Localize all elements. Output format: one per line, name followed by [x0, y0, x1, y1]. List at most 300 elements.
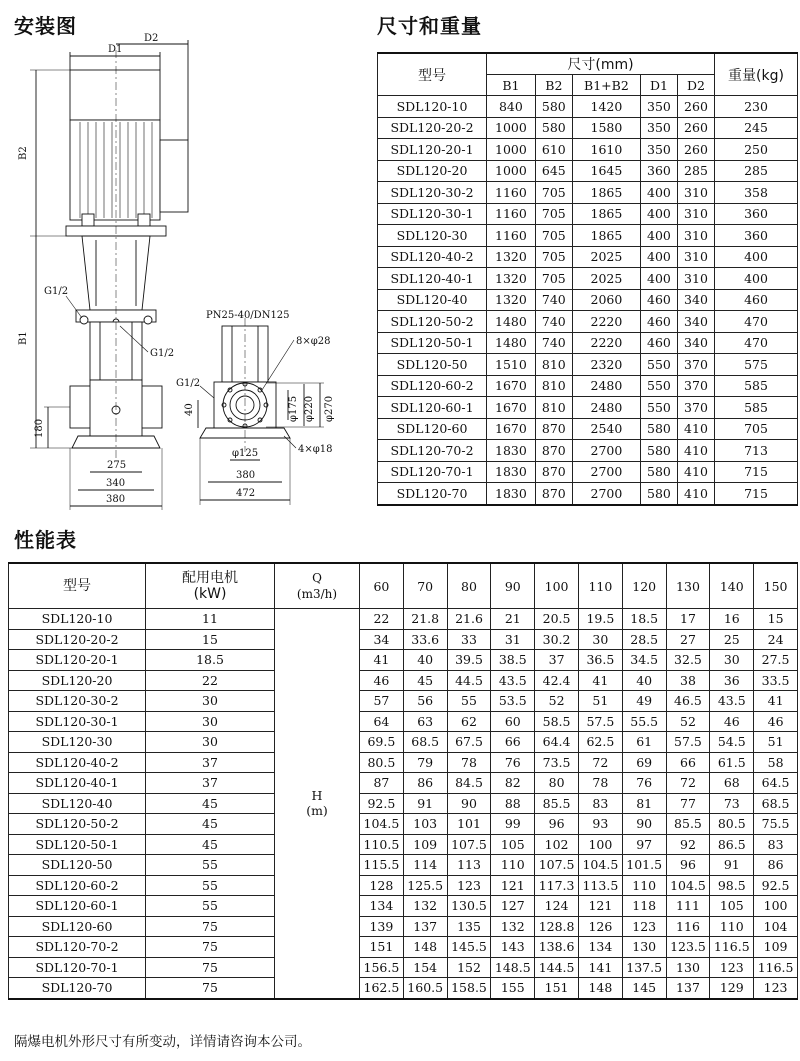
perf-cell-head: 155	[491, 978, 535, 999]
table-row	[9, 752, 798, 773]
table-row	[378, 117, 798, 139]
perf-cell-head: 16	[710, 609, 754, 630]
table-row	[378, 461, 798, 483]
perf-cell-head: 116	[666, 916, 710, 937]
perf-cell-model: SDL120-20	[9, 670, 146, 691]
perf-cell-model: SDL120-30	[9, 732, 146, 753]
perf-cell-head: 160.5	[403, 978, 447, 999]
perf-cell-head: 87	[360, 773, 404, 794]
perf-cell-head: 110	[710, 916, 754, 937]
dims-cell-d1: 400	[640, 268, 677, 290]
table-row	[378, 225, 798, 247]
table-row	[378, 96, 798, 118]
b1-label: B1	[18, 331, 29, 345]
dims-cell-b1: 1320	[487, 268, 536, 290]
perf-h-label-line1: H	[311, 788, 323, 804]
perf-cell-model: SDL120-20-1	[9, 650, 146, 671]
perf-cell-head: 68.5	[403, 732, 447, 753]
perf-cell-head: 151	[360, 937, 404, 958]
perf-cell-head: 77	[666, 793, 710, 814]
dims-cell-d2: 310	[677, 182, 714, 204]
perf-cell-head: 64	[360, 711, 404, 732]
perf-cell-head: 90	[447, 793, 491, 814]
dims-cell-weight: 358	[715, 182, 798, 204]
dims-cell-model: SDL120-40	[378, 289, 487, 311]
perf-cell-head: 55	[447, 691, 491, 712]
table-row	[378, 182, 798, 204]
phi270-label: φ270	[324, 395, 335, 422]
perf-cell-kw: 37	[146, 773, 275, 794]
perf-cell-head: 55.5	[622, 711, 666, 732]
dims-cell-d2: 310	[677, 203, 714, 225]
table-row	[9, 916, 798, 937]
perf-cell-head: 57.5	[578, 711, 622, 732]
dims-cell-weight: 230	[715, 96, 798, 118]
perf-cell-model: SDL120-70-2	[9, 937, 146, 958]
dims-cell-b1: 1160	[487, 203, 536, 225]
perf-cell-head: 123	[754, 978, 798, 999]
dims-cell-sum: 1420	[572, 96, 640, 118]
dims-subheader: B1+B2	[572, 75, 640, 96]
perf-cell-head: 25	[710, 629, 754, 650]
perf-cell-model: SDL120-20-2	[9, 629, 146, 650]
table-row	[378, 268, 798, 290]
perf-cell-head: 64.4	[535, 732, 579, 753]
dims-cell-weight: 470	[715, 332, 798, 354]
perf-cell-head: 124	[535, 896, 579, 917]
perf-cell-head: 86	[403, 773, 447, 794]
perf-cell-head: 148	[578, 978, 622, 999]
perf-cell-head: 27.5	[754, 650, 798, 671]
perf-cell-head: 156.5	[360, 957, 404, 978]
dims-cell-weight: 713	[715, 440, 798, 462]
perf-cell-head: 75.5	[754, 814, 798, 835]
perf-cell-head: 145.5	[447, 937, 491, 958]
table-row	[378, 289, 798, 311]
perf-cell-head: 86.5	[710, 834, 754, 855]
dims-cell-d1: 350	[640, 96, 677, 118]
perf-cell-head: 103	[403, 814, 447, 835]
perf-cell-head: 104	[754, 916, 798, 937]
perf-cell-head: 141	[578, 957, 622, 978]
dims-cell-weight: 245	[715, 117, 798, 139]
perf-cell-head: 28.5	[622, 629, 666, 650]
perf-cell-head: 73.5	[535, 752, 579, 773]
perf-cell-head: 37	[535, 650, 579, 671]
perf-cell-head: 151	[535, 978, 579, 999]
perf-cell-head: 41	[578, 670, 622, 691]
perf-q-header-line2: (m3/h)	[296, 587, 338, 601]
perf-cell-head: 86	[754, 855, 798, 876]
b2-label: B2	[18, 146, 29, 160]
perf-cell-head: 130	[666, 957, 710, 978]
perf-cell-head: 123	[622, 916, 666, 937]
perf-cell-head: 68.5	[754, 793, 798, 814]
dims-cell-b2: 580	[535, 117, 572, 139]
table-row	[9, 875, 798, 896]
perf-cell-model: SDL120-40-1	[9, 773, 146, 794]
perf-cell-head: 130	[622, 937, 666, 958]
dims-cell-model: SDL120-70-2	[378, 440, 487, 462]
perf-flow-header: 130	[666, 563, 710, 609]
dims-cell-b1: 1320	[487, 246, 536, 268]
table-row	[378, 160, 798, 182]
perf-cell-head: 80.5	[360, 752, 404, 773]
dims-cell-model: SDL120-50-2	[378, 311, 487, 333]
dims-size-header: 尺寸(mm)	[487, 53, 715, 75]
perf-cell-head: 61.5	[710, 752, 754, 773]
perf-cell-head: 154	[403, 957, 447, 978]
dims-cell-d1: 580	[640, 483, 677, 505]
perf-motor-header-line2: (kW)	[193, 586, 227, 602]
dims-cell-d2: 370	[677, 354, 714, 376]
dims-subheader: B1	[487, 75, 536, 96]
inlet-flange	[70, 386, 92, 428]
dims-cell-sum: 2700	[572, 461, 640, 483]
dims-cell-weight: 400	[715, 246, 798, 268]
dims-cell-d1: 350	[640, 139, 677, 161]
perf-cell-head: 60	[491, 711, 535, 732]
perf-cell-head: 100	[754, 896, 798, 917]
dims-cell-weight: 575	[715, 354, 798, 376]
dims-cell-b1: 1000	[487, 117, 536, 139]
perf-cell-head: 39.5	[447, 650, 491, 671]
perf-cell-head: 85.5	[535, 793, 579, 814]
dims-cell-d2: 370	[677, 375, 714, 397]
perf-cell-head: 99	[491, 814, 535, 835]
dims-cell-b1: 1320	[487, 289, 536, 311]
table-row	[378, 139, 798, 161]
dims-cell-weight: 360	[715, 225, 798, 247]
perf-cell-head: 90	[622, 814, 666, 835]
table-row	[9, 609, 798, 630]
perf-cell-head: 85.5	[666, 814, 710, 835]
table-row	[378, 440, 798, 462]
dims-cell-sum: 1645	[572, 160, 640, 182]
table-row	[9, 773, 798, 794]
dims-cell-b1: 1160	[487, 182, 536, 204]
dims-cell-d2: 260	[677, 139, 714, 161]
phi125-label: φ125	[232, 448, 259, 459]
perf-cell-head: 46	[754, 711, 798, 732]
dims-cell-sum: 2025	[572, 246, 640, 268]
perf-cell-head: 101.5	[622, 855, 666, 876]
perf-q-header	[275, 563, 360, 609]
perf-flow-header: 140	[710, 563, 754, 609]
perf-cell-head: 41	[754, 691, 798, 712]
perf-cell-head: 42.4	[535, 670, 579, 691]
dims-cell-model: SDL120-20	[378, 160, 487, 182]
dim-180-label: 180	[34, 418, 45, 438]
dims-cell-sum: 1865	[572, 225, 640, 247]
dims-subheader: D1	[640, 75, 677, 96]
dims-cell-d2: 410	[677, 483, 714, 505]
perf-cell-head: 137.5	[622, 957, 666, 978]
dims-cell-model: SDL120-60	[378, 418, 487, 440]
footnote: 隔爆电机外形尺寸有所变动，详情请咨询本公司。	[14, 1034, 311, 1050]
motor-cap	[70, 70, 160, 120]
perf-cell-head: 107.5	[447, 834, 491, 855]
terminal-box	[160, 140, 188, 212]
dims-cell-b1: 1000	[487, 160, 536, 182]
perf-cell-head: 17	[666, 609, 710, 630]
perf-cell-head: 30.2	[535, 629, 579, 650]
dims-cell-d2: 340	[677, 332, 714, 354]
perf-cell-kw: 55	[146, 896, 275, 917]
perf-h-label-line2: (m)	[306, 803, 328, 819]
perf-cell-head: 20.5	[535, 609, 579, 630]
perf-cell-head: 43.5	[710, 691, 754, 712]
perf-cell-kw: 75	[146, 978, 275, 999]
g-mid-label: G1/2	[150, 348, 175, 359]
perf-cell-head: 81	[622, 793, 666, 814]
table-row	[9, 711, 798, 732]
perf-cell-head: 110	[491, 855, 535, 876]
dim-340-label: 340	[106, 478, 126, 489]
dims-cell-sum: 2220	[572, 311, 640, 333]
perf-cell-head: 84.5	[447, 773, 491, 794]
dims-cell-d1: 400	[640, 203, 677, 225]
table-row	[378, 332, 798, 354]
perf-cell-head: 51	[754, 732, 798, 753]
perf-cell-head: 79	[403, 752, 447, 773]
perf-cell-head: 145	[622, 978, 666, 999]
dims-cell-d1: 400	[640, 182, 677, 204]
dims-cell-model: SDL120-40-2	[378, 246, 487, 268]
dims-cell-model: SDL120-60-1	[378, 397, 487, 419]
dims-cell-b2: 810	[535, 397, 572, 419]
dims-cell-d2: 370	[677, 397, 714, 419]
table-row	[9, 793, 798, 814]
table-row	[378, 354, 798, 376]
perf-cell-head: 73	[710, 793, 754, 814]
perf-cell-head: 68	[710, 773, 754, 794]
perf-cell-head: 76	[491, 752, 535, 773]
perf-cell-head: 45	[403, 670, 447, 691]
dims-model-header: 型号	[378, 53, 487, 96]
dims-cell-b2: 705	[535, 225, 572, 247]
dims-cell-d2: 285	[677, 160, 714, 182]
dims-cell-sum: 2320	[572, 354, 640, 376]
dims-subheader: B2	[535, 75, 572, 96]
perf-cell-head: 62.5	[578, 732, 622, 753]
dims-cell-d1: 350	[640, 117, 677, 139]
dims-cell-b2: 810	[535, 354, 572, 376]
perf-cell-model: SDL120-10	[9, 609, 146, 630]
phi220-label: φ220	[304, 395, 315, 422]
perf-cell-head: 134	[578, 937, 622, 958]
perf-cell-head: 128.8	[535, 916, 579, 937]
perf-cell-head: 96	[535, 814, 579, 835]
perf-cell-kw: 55	[146, 855, 275, 876]
holes4-label: 4×φ18	[298, 444, 333, 455]
perf-cell-head: 92	[666, 834, 710, 855]
dims-cell-sum: 2700	[572, 440, 640, 462]
dims-cell-d2: 340	[677, 311, 714, 333]
dims-cell-d1: 460	[640, 311, 677, 333]
dims-cell-b2: 870	[535, 440, 572, 462]
perf-cell-kw: 11	[146, 609, 275, 630]
dims-cell-model: SDL120-30-1	[378, 203, 487, 225]
dims-cell-sum: 2060	[572, 289, 640, 311]
installation-drawing	[0, 30, 370, 520]
table-row	[378, 203, 798, 225]
dims-cell-b2: 645	[535, 160, 572, 182]
dims-table	[377, 52, 798, 506]
perf-cell-head: 34	[360, 629, 404, 650]
perf-cell-head: 49	[622, 691, 666, 712]
perf-cell-head: 69.5	[360, 732, 404, 753]
dims-cell-d1: 550	[640, 397, 677, 419]
perf-cell-head: 116.5	[754, 957, 798, 978]
dims-cell-sum: 2480	[572, 397, 640, 419]
perf-cell-head: 44.5	[447, 670, 491, 691]
perf-cell-head: 57.5	[666, 732, 710, 753]
dims-cell-d1: 360	[640, 160, 677, 182]
dims-cell-d1: 400	[640, 225, 677, 247]
perf-cell-head: 64.5	[754, 773, 798, 794]
dims-cell-b2: 810	[535, 375, 572, 397]
perf-cell-head: 62	[447, 711, 491, 732]
dims-cell-b2: 870	[535, 483, 572, 505]
dims-cell-weight: 400	[715, 268, 798, 290]
perf-cell-kw: 22	[146, 670, 275, 691]
perf-model-header: 型号	[9, 563, 146, 609]
perf-cell-head: 63	[403, 711, 447, 732]
perf-cell-head: 110.5	[360, 834, 404, 855]
perf-cell-head: 30	[710, 650, 754, 671]
dim-40-label: 40	[184, 403, 195, 416]
dims-cell-d2: 310	[677, 246, 714, 268]
perf-cell-head: 115.5	[360, 855, 404, 876]
perf-cell-head: 53.5	[491, 691, 535, 712]
holes8-label: 8×φ28	[296, 336, 331, 347]
perf-flow-header: 120	[622, 563, 666, 609]
dims-cell-weight: 585	[715, 397, 798, 419]
perf-cell-head: 152	[447, 957, 491, 978]
dims-cell-model: SDL120-30	[378, 225, 487, 247]
dims-cell-d1: 550	[640, 354, 677, 376]
table-row	[9, 691, 798, 712]
perf-cell-kw: 15	[146, 629, 275, 650]
perf-cell-model: SDL120-50-1	[9, 834, 146, 855]
perf-cell-head: 91	[403, 793, 447, 814]
perf-cell-head: 19.5	[578, 609, 622, 630]
perf-cell-head: 41	[360, 650, 404, 671]
perf-flow-header: 80	[447, 563, 491, 609]
dims-cell-model: SDL120-70	[378, 483, 487, 505]
dims-cell-d2: 260	[677, 117, 714, 139]
perf-cell-head: 57	[360, 691, 404, 712]
dim-380-label: 380	[106, 494, 126, 505]
dims-cell-b2: 870	[535, 418, 572, 440]
perf-cell-head: 80	[535, 773, 579, 794]
dims-cell-d2: 310	[677, 268, 714, 290]
perf-cell-head: 69	[622, 752, 666, 773]
d1-label: D1	[108, 44, 123, 55]
perf-cell-head: 137	[403, 916, 447, 937]
perf-cell-head: 117.3	[535, 875, 579, 896]
perf-cell-head: 100	[578, 834, 622, 855]
perf-cell-head: 38.5	[491, 650, 535, 671]
perf-cell-head: 123.5	[666, 937, 710, 958]
pn-label: PN25-40/DN125	[206, 310, 290, 321]
dims-cell-b1: 1670	[487, 418, 536, 440]
dims-cell-model: SDL120-50-1	[378, 332, 487, 354]
dims-cell-d2: 410	[677, 418, 714, 440]
perf-cell-head: 82	[491, 773, 535, 794]
dims-cell-d1: 400	[640, 246, 677, 268]
table-row	[378, 397, 798, 419]
perf-cell-head: 76	[622, 773, 666, 794]
dims-cell-d1: 460	[640, 332, 677, 354]
table-row	[9, 855, 798, 876]
dims-cell-model: SDL120-70-1	[378, 461, 487, 483]
table-row	[9, 978, 798, 999]
dims-cell-weight: 585	[715, 375, 798, 397]
perf-cell-kw: 45	[146, 834, 275, 855]
table-row	[9, 670, 798, 691]
perf-cell-head: 66	[491, 732, 535, 753]
dims-cell-sum: 2025	[572, 268, 640, 290]
perf-cell-head: 132	[403, 896, 447, 917]
dims-cell-weight: 360	[715, 203, 798, 225]
table-row	[9, 814, 798, 835]
dims-cell-b1: 1480	[487, 311, 536, 333]
dims-cell-sum: 2220	[572, 332, 640, 354]
perf-cell-head: 46	[710, 711, 754, 732]
perf-cell-head: 127	[491, 896, 535, 917]
perf-cell-head: 114	[403, 855, 447, 876]
table-row	[378, 246, 798, 268]
dims-cell-sum: 1865	[572, 182, 640, 204]
perf-flow-header: 70	[403, 563, 447, 609]
side-380-label: 380	[236, 470, 256, 481]
perf-heading: 性能表	[14, 528, 77, 552]
perf-cell-head: 36	[710, 670, 754, 691]
perf-cell-head: 18.5	[622, 609, 666, 630]
outlet-flange	[140, 386, 162, 428]
perf-cell-head: 126	[578, 916, 622, 937]
perf-cell-head: 46.5	[666, 691, 710, 712]
perf-cell-model: SDL120-30-1	[9, 711, 146, 732]
table-row	[9, 937, 798, 958]
perf-cell-head: 101	[447, 814, 491, 835]
dims-cell-b1: 840	[487, 96, 536, 118]
perf-cell-head: 97	[622, 834, 666, 855]
perf-cell-kw: 55	[146, 875, 275, 896]
perf-cell-head: 52	[535, 691, 579, 712]
perf-cell-head: 132	[491, 916, 535, 937]
dim-275-label: 275	[107, 460, 127, 471]
perf-cell-head: 158.5	[447, 978, 491, 999]
dims-cell-model: SDL120-20-2	[378, 117, 487, 139]
perf-flow-header: 100	[535, 563, 579, 609]
perf-cell-head: 88	[491, 793, 535, 814]
perf-cell-head: 118	[622, 896, 666, 917]
perf-cell-head: 33.6	[403, 629, 447, 650]
table-row	[378, 375, 798, 397]
perf-cell-head: 148.5	[491, 957, 535, 978]
dims-cell-b2: 740	[535, 289, 572, 311]
table-row	[9, 629, 798, 650]
dims-cell-b1: 1000	[487, 139, 536, 161]
dims-cell-sum: 2700	[572, 483, 640, 505]
perf-cell-head: 128	[360, 875, 404, 896]
g-flange-label: G1/2	[176, 378, 201, 389]
dims-cell-model: SDL120-60-2	[378, 375, 487, 397]
perf-cell-head: 83	[754, 834, 798, 855]
